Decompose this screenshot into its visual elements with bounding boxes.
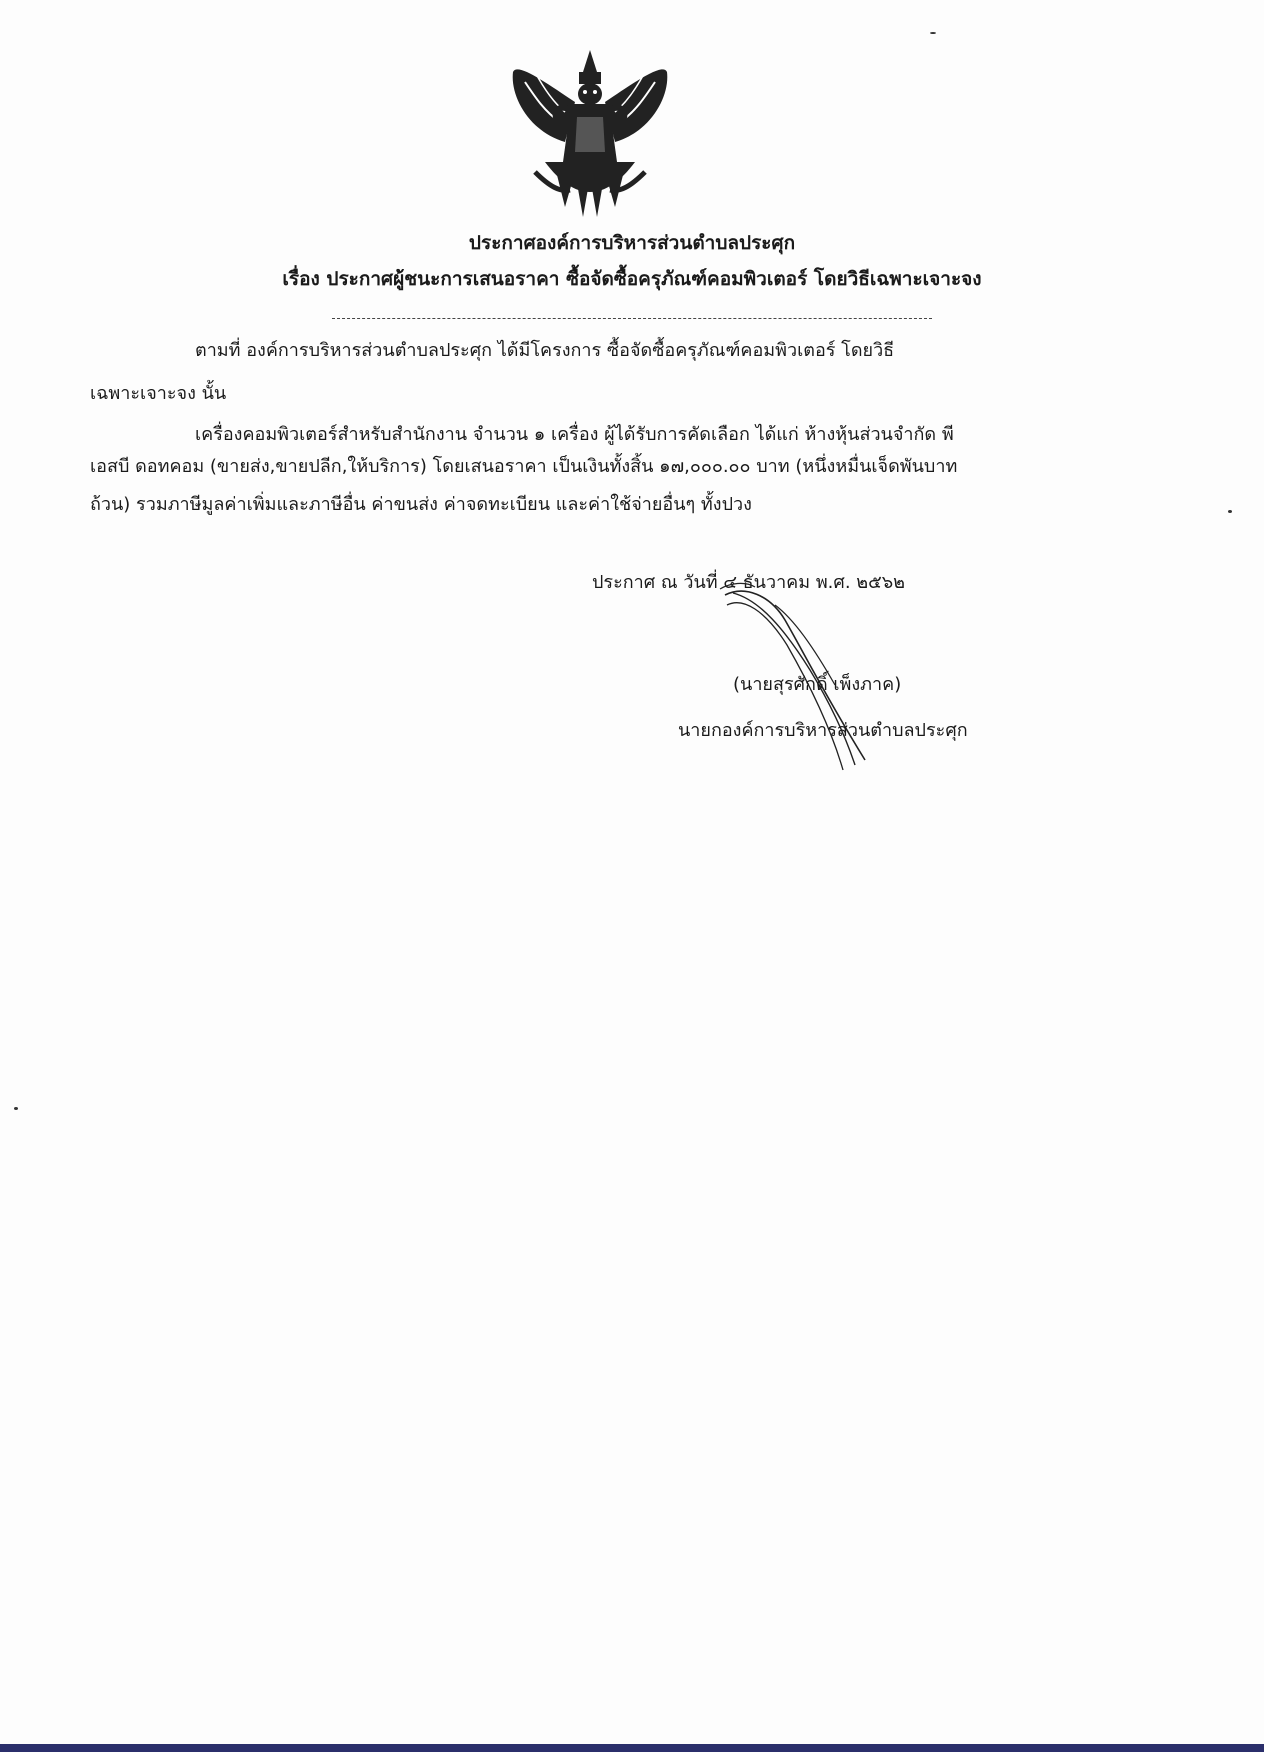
body-line-5: ถ้วน) รวมภาษีมูลค่าเพิ่มและภาษีอื่น ค่าขนส่ง ค่าจดทะเบียน และค่าใช้จ่ายอื่นๆ ทั้งปวง xyxy=(90,494,752,515)
announcement-title: ประกาศองค์การบริหารส่วนตำบลประศุก xyxy=(468,232,796,254)
scan-speck xyxy=(930,32,936,34)
garuda-emblem xyxy=(505,42,675,227)
signer-title: นายกองค์การบริหารส่วนตำบลประศุก xyxy=(678,720,968,741)
scan-speck xyxy=(14,1107,18,1110)
body-line-3: เครื่องคอมพิวเตอร์สำหรับสำนักงาน จำนวน ๑ เครื่อง ผู้ได้รับการคัดเลือก ได้แก่ ห้างหุ้นส่วนจำกัด พี xyxy=(195,424,954,445)
body-line-1: ตามที่ องค์การบริหารส่วนตำบลประศุก ได้มีโครงการ ซื้อจัดซื้อครุภัณฑ์คอมพิวเตอร์ โดยวิธี xyxy=(195,340,895,361)
title-divider xyxy=(332,318,932,319)
body-line-2: เฉพาะเจาะจง นั้น xyxy=(90,383,227,404)
scan-speck xyxy=(1228,510,1232,513)
scan-edge-bar xyxy=(0,1744,1264,1752)
announcement-date: ประกาศ ณ วันที่ ๔ ธันวาคม พ.ศ. ๒๕๖๒ xyxy=(592,572,906,593)
body-line-4: เอสบี ดอทคอม (ขายส่ง,ขายปลีก,ให้บริการ) โดยเสนอราคา เป็นเงินทั้งสิ้น ๑๗,๐๐๐.๐๐ บาท (หนึ่งหมื่นเจ็ดพันบาท xyxy=(90,456,958,477)
signer-name: (นายสุรศักดิ์ เพ็งภาค) xyxy=(733,674,902,695)
announcement-subject: เรื่อง ประกาศผู้ชนะการเสนอราคา ซื้อจัดซื้อครุภัณฑ์คอมพิวเตอร์ โดยวิธีเฉพาะเจาะจง xyxy=(282,268,982,290)
